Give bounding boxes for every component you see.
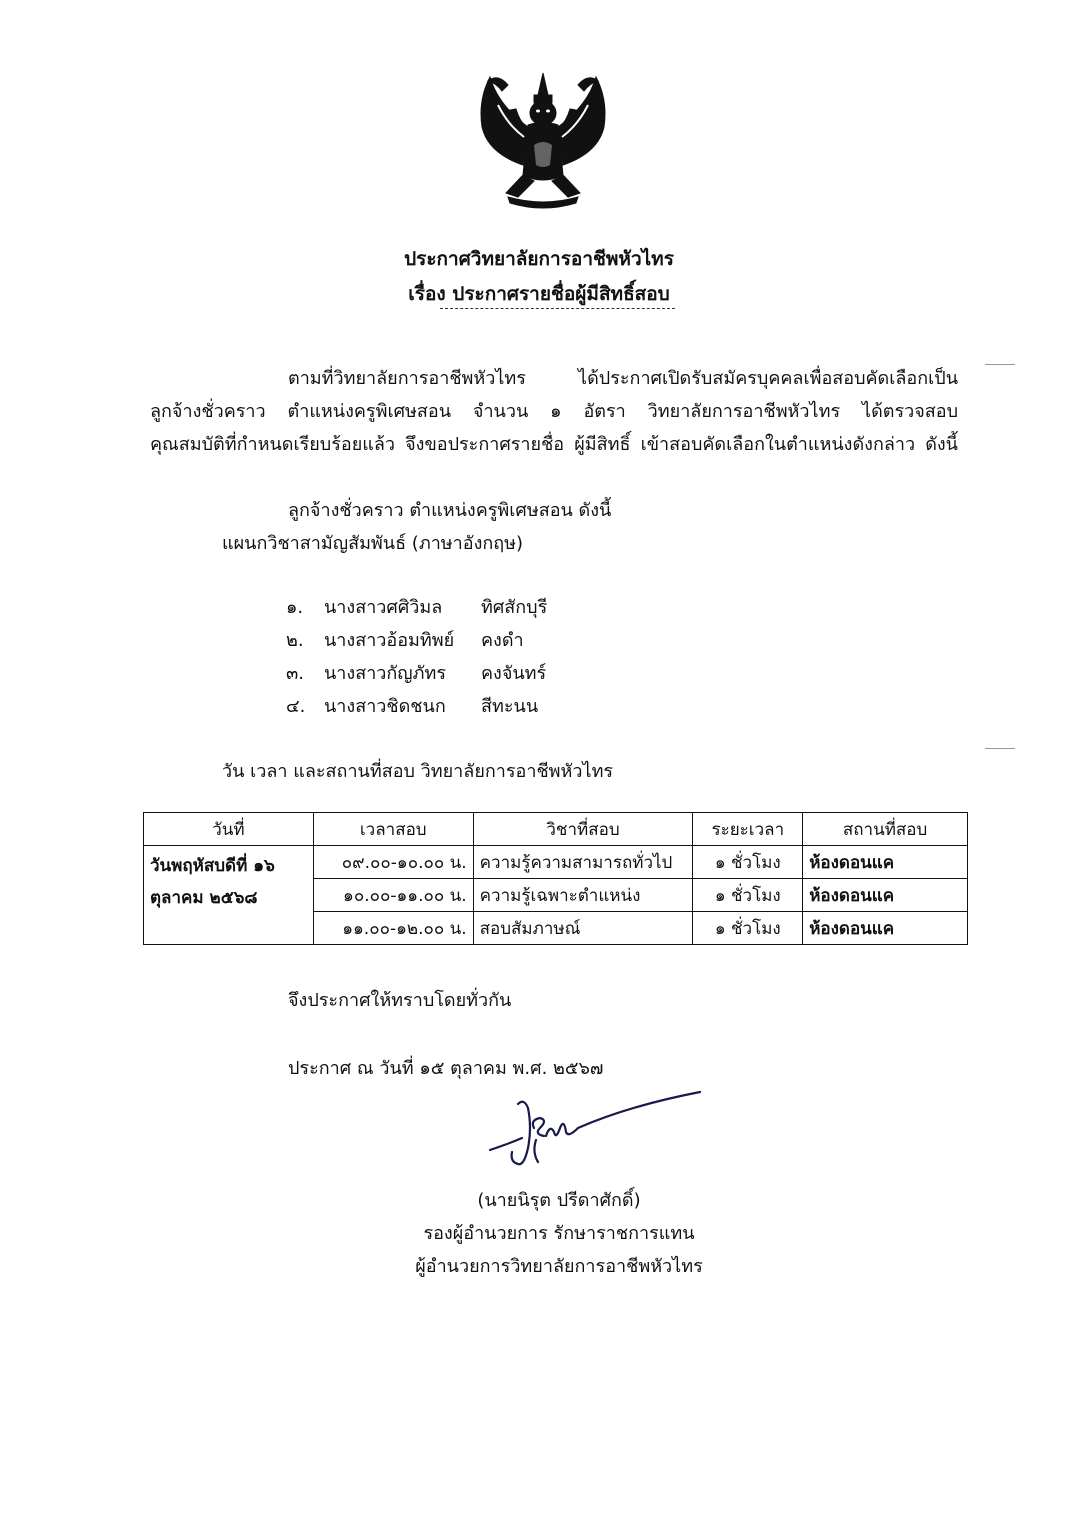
handwritten-signature-icon bbox=[488, 1088, 708, 1178]
signatory-name: (นายนิรุต ปรีดาศักดิ์) bbox=[477, 1190, 641, 1211]
intro-paragraph bbox=[150, 362, 958, 461]
closing-statement: จึงประกาศให้ทราบโดยทั่วกัน bbox=[288, 990, 512, 1011]
exam-place-cell: ห้องดอนแค bbox=[803, 879, 968, 912]
exam-place-cell: ห้องดอนแค bbox=[803, 912, 968, 945]
list-item bbox=[286, 625, 606, 658]
exam-subject-cell: สอบสัมภาษณ์ bbox=[473, 912, 693, 945]
list-item bbox=[286, 658, 606, 691]
edge-mark bbox=[985, 364, 1015, 365]
department-line: แผนกวิชาสามัญสัมพันธ์ (ภาษาอังกฤษ) bbox=[222, 533, 524, 554]
candidate-last-name: คงจันทร์ bbox=[481, 663, 547, 684]
exam-date-cell bbox=[144, 846, 314, 945]
column-header-place: สถานที่สอบ bbox=[803, 813, 968, 846]
title-divider bbox=[440, 308, 675, 309]
list-item bbox=[286, 691, 606, 724]
position-line: ลูกจ้างชั่วคราว ตำแหน่งครูพิเศษสอน ดังนี้ bbox=[288, 500, 612, 521]
exam-duration-cell: ๑ ชั่วโมง bbox=[693, 846, 803, 879]
exam-place-cell: ห้องดอนแค bbox=[803, 846, 968, 879]
candidate-number: ๒. bbox=[286, 630, 304, 651]
column-header-duration: ระยะเวลา bbox=[693, 813, 803, 846]
list-item bbox=[286, 592, 606, 625]
candidate-last-name: สีทะนน bbox=[481, 696, 539, 717]
candidate-number: ๓. bbox=[286, 663, 305, 684]
candidate-first-name: นางสาวศศิวิมล bbox=[324, 597, 443, 618]
edge-mark bbox=[985, 748, 1015, 749]
document-title: ประกาศวิทยาลัยการอาชีพหัวไทร bbox=[404, 248, 674, 270]
candidate-list bbox=[286, 592, 606, 724]
document-subject: เรื่อง ประกาศรายชื่อผู้มีสิทธิ์สอบ bbox=[408, 283, 670, 305]
exam-duration-cell: ๑ ชั่วโมง bbox=[693, 879, 803, 912]
exam-date-line-2: ตุลาคม ๒๕๖๘ bbox=[150, 888, 258, 908]
candidate-first-name: นางสาวอ้อมทิพย์ bbox=[324, 630, 455, 651]
table-header-row bbox=[144, 813, 968, 846]
exam-time-cell: ๐๙.๐๐-๑๐.๐๐ น. bbox=[313, 846, 473, 879]
exam-duration-cell: ๑ ชั่วโมง bbox=[693, 912, 803, 945]
candidate-number: ๔. bbox=[286, 696, 306, 717]
exam-time-cell: ๑๐.๐๐-๑๑.๐๐ น. bbox=[313, 879, 473, 912]
exam-schedule-table bbox=[143, 812, 968, 945]
announcement-date: ประกาศ ณ วันที่ ๑๕ ตุลาคม พ.ศ. ๒๕๖๗ bbox=[288, 1058, 604, 1079]
candidate-last-name: คงดำ bbox=[481, 630, 524, 651]
candidate-first-name: นางสาวกัญภัทร bbox=[324, 663, 447, 684]
exam-subject-cell: ความรู้ความสามารถทั่วไป bbox=[473, 846, 693, 879]
column-header-date: วันที่ bbox=[144, 813, 314, 846]
exam-subject-cell: ความรู้เฉพาะตำแหน่ง bbox=[473, 879, 693, 912]
signatory-title-2: ผู้อำนวยการวิทยาลัยการอาชีพหัวไทร bbox=[415, 1256, 703, 1277]
column-header-subject: วิชาที่สอบ bbox=[473, 813, 693, 846]
intro-line-3: คุณสมบัติที่กำหนดเรียบร้อยแล้ว จึงขอประกาศรายชื่อ ผู้มีสิทธิ์ เข้าสอบคัดเลือกในตำแหน่งดังกล่าว ดังนี้ bbox=[150, 434, 958, 455]
garuda-emblem-icon bbox=[468, 65, 618, 215]
column-header-time: เวลาสอบ bbox=[313, 813, 473, 846]
exam-time-cell: ๑๑.๐๐-๑๒.๐๐ น. bbox=[313, 912, 473, 945]
exam-date-line-1: วันพฤหัสบดีที่ ๑๖ bbox=[150, 856, 275, 876]
intro-line-2: ลูกจ้างชั่วคราว ตำแหน่งครูพิเศษสอน จำนวน ๑ อัตรา วิทยาลัยการอาชีพหัวไทร ได้ตรวจสอบ bbox=[150, 401, 958, 422]
candidate-last-name: ทิศสักบุรี bbox=[481, 597, 548, 618]
intro-line-1: ตามที่วิทยาลัยการอาชีพหัวไทร ได้ประกาศเปิดรับสมัครบุคคลเพื่อสอบคัดเลือกเป็น bbox=[288, 368, 958, 389]
candidate-first-name: นางสาวชิดชนก bbox=[324, 696, 446, 717]
table-row bbox=[144, 846, 968, 879]
schedule-intro: วัน เวลา และสถานที่สอบ วิทยาลัยการอาชีพหัวไทร bbox=[222, 761, 614, 782]
signatory-title-1: รองผู้อำนวยการ รักษาราชการแทน bbox=[423, 1223, 695, 1244]
candidate-number: ๑. bbox=[286, 597, 304, 618]
